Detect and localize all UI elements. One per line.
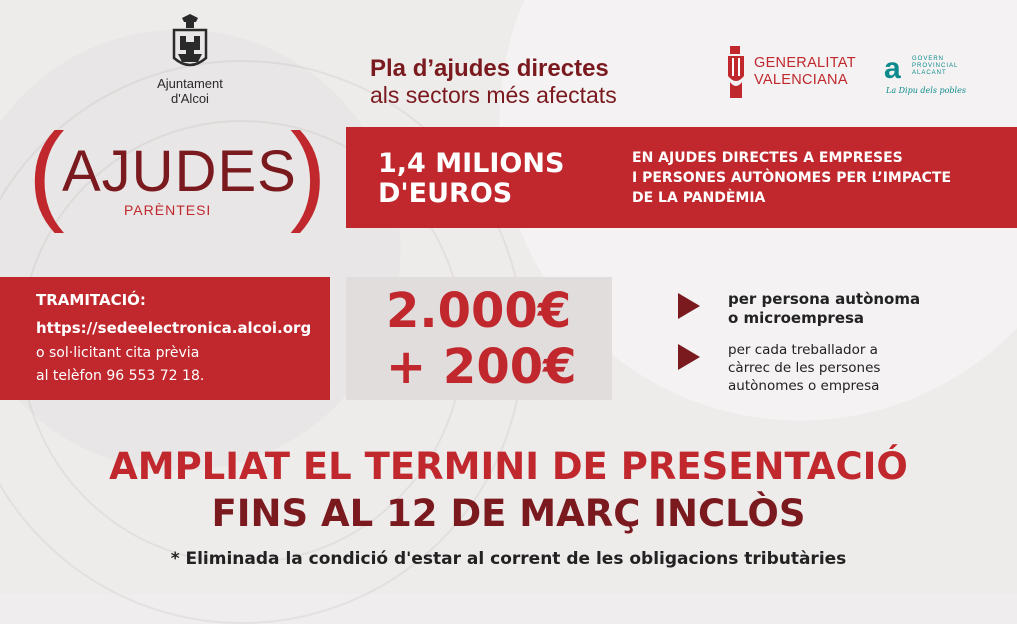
amount-extra-description	[728, 341, 880, 395]
diputacio-line1: GOVERN	[912, 56, 945, 62]
brand-title: AJUDES	[62, 139, 297, 204]
funding-description-line2: I PERSONES AUTÒNOMES PER L’IMPACTE	[632, 170, 952, 186]
diputacio-line2: PROVINCIAL	[912, 63, 959, 69]
alcoi-logo	[150, 14, 230, 106]
funding-description	[632, 148, 951, 208]
funding-description-line3: DE LA PANDÈMIA	[632, 190, 766, 206]
amount-main-description	[728, 290, 920, 328]
amount-extra-desc-line3: autònomes o empresa	[728, 378, 880, 394]
tramitacio-phone: al telèfon 96 553 72 18.	[36, 368, 205, 384]
diputacio-line3: ALACANT	[912, 70, 947, 76]
generalitat-line2: VALENCIANA	[754, 72, 848, 88]
tramitacio-url-link[interactable]: https://sedeelectronica.alcoi.org	[36, 319, 312, 337]
brand-paren-right: )	[290, 111, 327, 234]
plan-title	[370, 56, 617, 108]
amount-main-desc-line2: o microempresa	[728, 309, 865, 327]
amount-extra: + 200€	[386, 339, 577, 395]
amount-extra-desc-line1: per cada treballador a	[728, 342, 878, 358]
brand-paren-left: (	[28, 111, 65, 234]
diputacio-slogan: La Dipu dels pobles	[886, 86, 966, 95]
diputacio-letter: a	[884, 52, 901, 85]
generalitat-emblem-icon	[726, 46, 746, 98]
deadline-headline: AMPLIAT EL TERMINI DE PRESENTACIÓ	[109, 445, 908, 488]
tramitacio-box	[0, 277, 330, 400]
plan-title-line2: als sectors més afectats	[370, 82, 617, 108]
generalitat-line1: GENERALITAT	[754, 55, 856, 71]
plan-title-line1: Pla d’ajudes directes	[370, 55, 609, 82]
alcoi-logo-line2: d'Alcoi	[171, 91, 209, 106]
alcoi-logo-line1: Ajuntament	[157, 76, 223, 91]
amount-extra-desc-line2: càrrec de les persones	[728, 360, 881, 376]
generalitat-logo	[726, 46, 856, 98]
tramitacio-label: TRAMITACIÓ:	[36, 291, 146, 309]
alcoi-crest-icon	[168, 14, 212, 76]
funding-banner	[346, 127, 1017, 228]
triangle-arrow-icon	[678, 293, 700, 319]
deadline-date: FINS AL 12 DE MARÇ INCLÒS	[211, 492, 806, 535]
diputacio-name	[912, 56, 958, 77]
brand-subtitle: PARÈNTESI	[124, 202, 212, 218]
funding-amount-line2: D'EUROS	[378, 178, 513, 209]
tramitacio-line3: o sol·licitant cita prèvia	[36, 345, 200, 361]
footnote: * Eliminada la condició d'estar al corrent de les obligacions tributàries	[170, 549, 847, 569]
funding-amount-line1: 1,4 MILIONS	[378, 148, 565, 179]
amount-main: 2.000€	[386, 283, 572, 339]
funding-amount	[378, 149, 564, 209]
triangle-arrow-icon	[678, 344, 700, 370]
funding-description-line1: EN AJUDES DIRECTES A EMPRESES	[632, 150, 903, 166]
amount-box	[346, 277, 612, 400]
amount-main-desc-line1: per persona autònoma	[728, 290, 921, 308]
